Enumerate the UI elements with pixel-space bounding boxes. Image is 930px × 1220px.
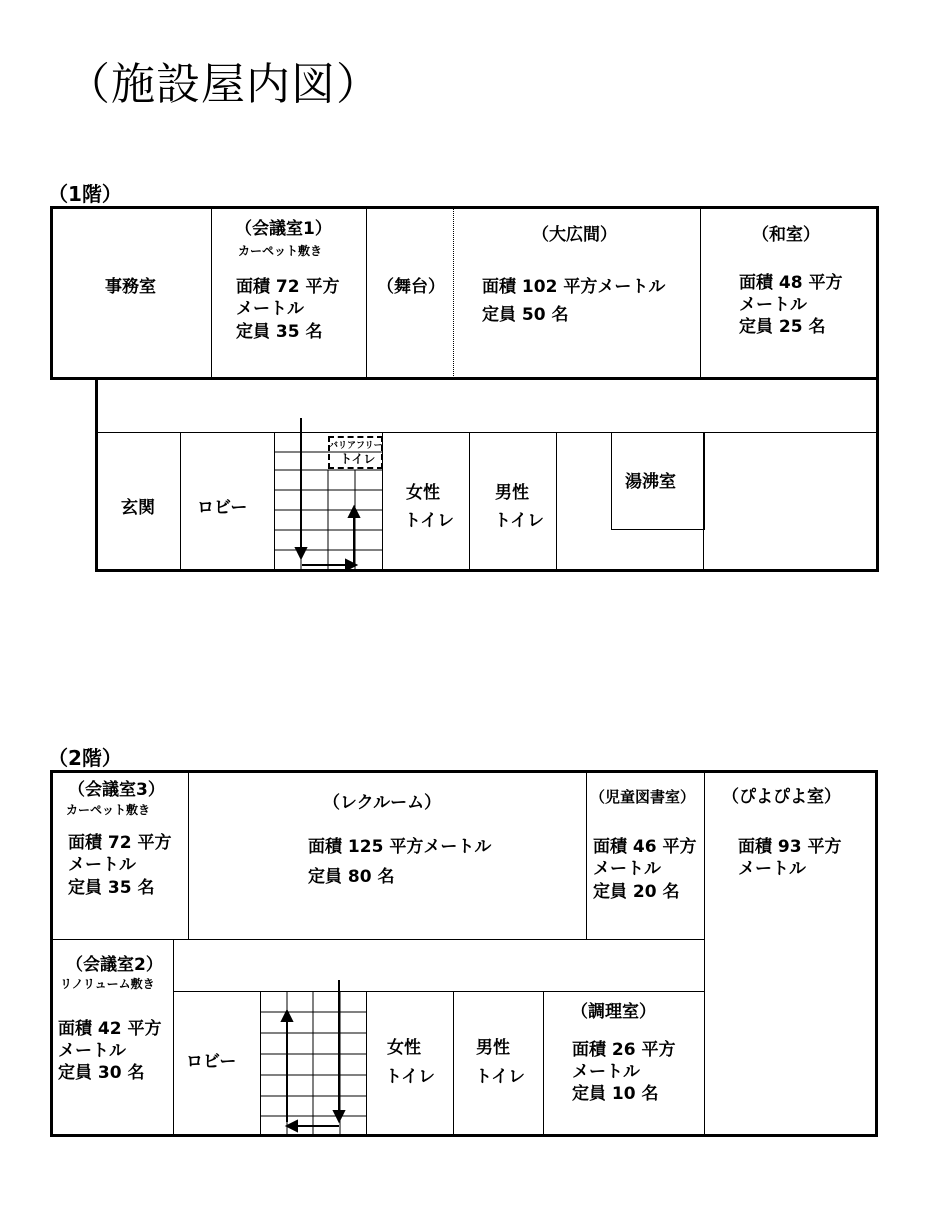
women-toilet2-label-1: 女性	[387, 1038, 421, 1058]
washitsu-name: （和室）	[752, 225, 820, 245]
kettle-room-label: 湯沸室	[625, 472, 676, 492]
women-toilet2-label-2: トイレ	[385, 1067, 436, 1087]
meeting1-capacity: 定員 35 名	[236, 322, 323, 342]
cooking-room-area-2: メートル	[572, 1062, 640, 1082]
men-toilet2-label-1: 男性	[476, 1038, 510, 1058]
floor1-label: （1階）	[48, 182, 122, 206]
meeting3-area-2: メートル	[68, 855, 136, 875]
cooking-room-capacity: 定員 10 名	[572, 1084, 659, 1104]
meeting1-floor: カーペット敷き	[238, 244, 323, 258]
stage-label: （舞台）	[377, 277, 445, 297]
meeting2-floor: リノリューム敷き	[60, 977, 155, 991]
meeting3-area-1: 面積 72 平方	[68, 833, 172, 853]
office-label: 事務室	[105, 277, 156, 297]
piyo-room-area-2: メートル	[738, 859, 806, 879]
men-toilet1-label-1: 男性	[495, 483, 529, 503]
men-toilet2-label-2: トイレ	[475, 1067, 526, 1087]
washitsu-area-2: メートル	[739, 295, 807, 315]
lobby2-label: ロビー	[186, 1052, 237, 1072]
women-toilet1-label-1: 女性	[406, 483, 440, 503]
meeting3-name: （会議室3）	[68, 780, 165, 800]
hall-name: （大広間）	[532, 225, 617, 245]
meeting3-floor: カーペット敷き	[66, 803, 151, 817]
meeting1-area-1: 面積 72 平方	[236, 277, 340, 297]
cooking-room-name: （調理室）	[571, 1002, 656, 1022]
men-toilet1-label-2: トイレ	[494, 511, 545, 531]
meeting2-name: （会議室2）	[66, 955, 163, 975]
meeting2-area-1: 面積 42 平方	[58, 1019, 162, 1039]
hall-area: 面積 102 平方メートル	[482, 277, 666, 297]
barrierfree-label-2: トイレ	[340, 452, 376, 466]
entrance-label: 玄関	[121, 498, 155, 518]
meeting1-area-2: メートル	[236, 299, 304, 319]
piyo-room-area-1: 面積 93 平方	[738, 837, 842, 857]
hall-capacity: 定員 50 名	[482, 305, 569, 325]
meeting1-name: （会議室1）	[235, 219, 332, 239]
meeting3-capacity: 定員 35 名	[68, 878, 155, 898]
library-area-1: 面積 46 平方	[593, 837, 697, 857]
floor2-label: （2階）	[48, 746, 122, 770]
cooking-room-area-1: 面積 26 平方	[572, 1040, 676, 1060]
library-name: （児童図書室）	[590, 788, 696, 806]
women-toilet1-label-2: トイレ	[404, 511, 455, 531]
library-capacity: 定員 20 名	[593, 882, 680, 902]
rec-room-name: （レクルーム）	[323, 793, 442, 813]
lobby1-label: ロビー	[197, 498, 248, 518]
rec-room-area: 面積 125 平方メートル	[308, 837, 492, 857]
piyo-room-name: （ぴよぴよ室）	[722, 787, 841, 807]
page-title: （施設屋内図）	[66, 59, 381, 110]
library-area-2: メートル	[593, 859, 661, 879]
washitsu-area-1: 面積 48 平方	[739, 273, 843, 293]
barrierfree-label-1: バリアフリー	[329, 441, 383, 451]
meeting2-capacity: 定員 30 名	[58, 1063, 145, 1083]
meeting2-area-2: メートル	[58, 1041, 126, 1061]
washitsu-capacity: 定員 25 名	[739, 317, 826, 337]
rec-room-capacity: 定員 80 名	[308, 867, 395, 887]
